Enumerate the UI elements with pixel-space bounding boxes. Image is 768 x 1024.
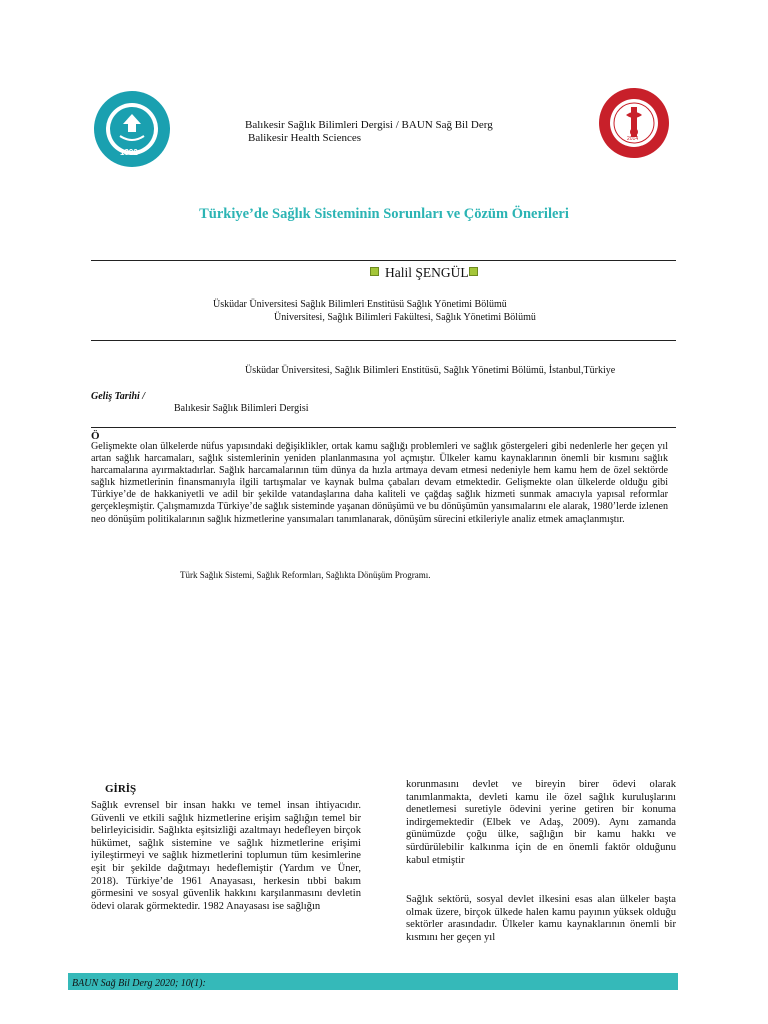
orcid-icon[interactable] (469, 267, 478, 276)
received-journal: Balıkesir Sağlık Bilimleri Dergisi (174, 403, 309, 414)
received-date-label: Geliş Tarihi / (91, 391, 146, 402)
footer-citation: BAUN Sağ Bil Derg 2020; 10(1): (72, 978, 206, 989)
section-heading: GİRİŞ (105, 783, 137, 795)
left-column-text: Sağlık evrensel bir insan hakkı ve temel insan ihtiyacıdır. Güvenli ve etkili sağlık hizmetlerine erişim sağlığın temel bir belirleyicisidir. Sağlıkta eşitsizliği azaltmayı hedefleyen birçok hükümet, sağlık sistemine ve sağlık hizmetlerine erişimi iyileştirmeyi ve sağlık hizmetlerini toplumun tüm kesimlerine eşit bir şekilde dağıtmayı hedeflemiştir (Yardım ve Üner, 2018). Türkiye’de 1961 Anayasası, herkesin tıbbi bakım görmesini ve sosyal güvenlik hakkını karşılanmasını devletin ödevi olarak görmektedir. 1982 Anayasası ise sağlığın (91, 800, 361, 912)
divider (91, 340, 676, 341)
orcid-icon[interactable] (370, 267, 379, 276)
health-sciences-faculty-logo (598, 87, 670, 159)
abstract-heading: Ö (91, 430, 100, 442)
divider (91, 260, 676, 261)
divider (91, 427, 676, 428)
affiliation-line-1: Üsküdar Üniversitesi Sağlık Bilimleri Enstitüsü Sağlık Yönetimi Bölümü (213, 299, 507, 310)
left-logo-year: 1992 (120, 148, 138, 157)
right-logo-year: 2014 (627, 136, 639, 142)
journal-name: Balıkesir Sağlık Bilimleri Dergisi / BAUN Sağ Bil Derg (245, 119, 493, 131)
balikesir-university-logo (93, 90, 171, 168)
affiliation-line-2: Üniversitesi, Sağlık Bilimleri Fakültesi, Sağlık Yönetimi Bölümü (274, 312, 536, 323)
right-column-paragraph-2: Sağlık sektörü, sosyal devlet ilkesini esas alan ülkeler başta olmak üzere, birçok ülkede halen kamu payının yüksek olduğu sektörler arasındadır. Ülkeler kamu kaynaklarının önemli bir kısmını her geçen yıl (406, 894, 676, 943)
author-line (370, 265, 478, 281)
keywords: Türk Sağlık Sistemi, Sağlık Reformları, Sağlıkta Dönüşüm Programı. (180, 570, 431, 580)
author-name: Halil ŞENGÜL (385, 265, 469, 280)
footer-bar (68, 973, 678, 990)
journal-english-name: Balikesir Health Sciences (248, 132, 362, 144)
right-column-paragraph-1: korunmasını devlet ve bireyin birer ödevi olarak tanımlanmakta, devleti kamu ile özel sağlık kuruluşlarını denetlemesi suretiyle ödevini yerine getiren bir konuma indirgemektedir (Elbek ve Adaş, 2009). Aynı zamanda günümüzde çoğu ülke, sağlığın bir kamu hakkı ve sürdürülebilir kalkınma için de en önemli faktör olduğunu kabul etmiştir (406, 779, 676, 866)
correspondence-address: Üsküdar Üniversitesi, Sağlık Bilimleri Enstitüsü, Sağlık Yönetimi Bölümü, İstanbul,Türkiye (245, 365, 616, 376)
article-title: Türkiye’de Sağlık Sisteminin Sorunları ve Çözüm Önerileri (199, 206, 569, 222)
abstract-text: Gelişmekte olan ülkelerde nüfus yapısındaki değişiklikler, ortak kamu sağlığı problemleri ve sağlık göstergeleri gibi nedenlerle her geçen yıl artan sağlık harcamaları, sağlık sistemlerinin yeniden planlanmasına yol açmıştır. Ülkeler kamu kaynaklarının önemli bir kısmını sağlık harcamalarına ayırmaktadırlar. Sağlık harcamalarının tüm dünya da hızla artmaya devam etmesi nedeniyle hem kamu hem de özel sektörde sağlık hizmetlerinin finansmanıyla ilgili tartışmalar ve kaynak bulma çabaları devam etmektedir. Gelişmekte olan ülkelerde olduğu gibi Türkiye’de de hakkaniyetli ve adil bir şekilde vatandaşlarına daha kaliteli ve çağdaş sağlık hizmeti sunmak amacıyla yapısal reformlar gerçekleşmiştir. Çalışmamızda Türkiye’de sağlık sisteminde yaşanan dönüşümü ve bu dönüşümün yansımalarını ele alarak, 1980’lerde izlenen neo dönüşüm politikalarının sağlık hizmetlerine yansımaları tanımlanarak, dönüşüm sürecini etkileriyle analiz etmek amaçlanmıştır. (91, 441, 668, 525)
